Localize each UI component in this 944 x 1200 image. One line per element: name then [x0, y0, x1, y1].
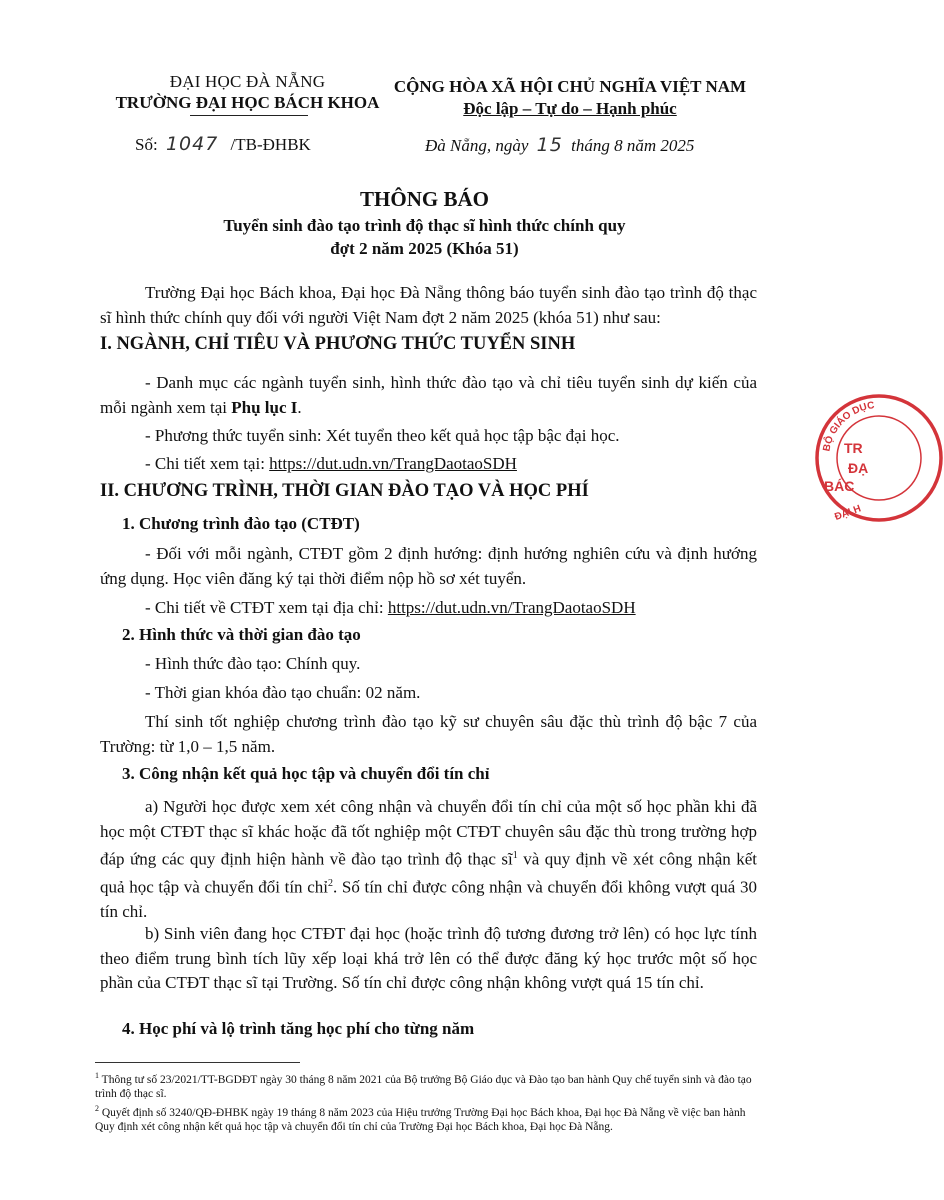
document-number-handwritten: 1047: [165, 133, 219, 155]
document-subtitle-line2: đợt 2 năm 2025 (Khóa 51): [330, 239, 519, 258]
footnote-1: [95, 1069, 760, 1101]
seal-inner-text-2: ĐẠ: [848, 460, 869, 476]
section2-sub2-p3: Thí sinh tốt nghiệp chương trình đào tạo kỹ sư chuyên sâu đặc thù trình độ bậc 7 của Trường: từ 1,0 – 1,5 năm.: [100, 712, 757, 756]
section2-sub3-pa-3: . Số tín chỉ được công nhận và chuyển đổi không vượt quá 30 tín chỉ.: [100, 877, 758, 922]
org-school: [105, 93, 390, 113]
section2-sub4-heading: 4. Học phí và lộ trình tăng học phí cho từng năm: [122, 1019, 475, 1038]
place-date-suffix: tháng 8 năm 2025: [571, 136, 695, 155]
section1-item3-prefix: - Chi tiết xem tại:: [145, 454, 265, 473]
section2-sub3-heading: 3. Công nhận kết quả học tập và chuyển đổi tín chỉ: [122, 764, 490, 783]
footnote-2-text: Quyết định số 3240/QĐ-ĐHBK ngày 19 tháng 8 năm 2023 của Hiệu trưởng Trường Đại học Bách khoa, Đại học Đà Nẵng về việc ban hành Quy định xét công nhận kết quả học tập và chuyển đổi tín chỉ của Trường Đại học Bách khoa, Đại học Đà Nẵng.: [95, 1106, 746, 1133]
section2-sub2-p2: - Thời gian khóa đào tạo chuẩn: 02 năm.: [145, 683, 421, 702]
nation-motto: [390, 99, 750, 119]
section2-sub3-pb: b) Sinh viên đang học CTĐT đại học (hoặc trình độ tương đương trở lên) có học lực tính theo điểm trung bình tích lũy xếp loại khá trở lên có thể được đăng ký học trước một số học phần của CTĐT thạc sĩ tại Trường. Số tín chỉ được công nhận không vượt quá 15 tín chỉ.: [100, 924, 757, 992]
footnote-2: [95, 1102, 760, 1134]
document-number-suffix: /TB-ĐHBK: [230, 135, 311, 154]
footnote-divider: [95, 1062, 300, 1063]
org-school-label: TRƯỜNG ĐẠI HỌC BÁCH KHOA: [115, 93, 380, 112]
document-number-prefix: Số:: [135, 135, 158, 154]
seal-bottom-text: ĐẠI H: [833, 503, 863, 523]
place-date: [425, 134, 694, 156]
section1-item3: [100, 452, 757, 477]
section1-item2: - Phương thức tuyển sinh: Xét tuyển theo kết quả học tập bậc đại học.: [145, 426, 620, 445]
seal-ring-text: BỘ GIÁO DỤC: [821, 400, 876, 453]
seal-outer-ring: [817, 396, 941, 520]
document-title: THÔNG BÁO: [360, 187, 489, 211]
appendix-reference: Phụ lục I: [231, 397, 298, 417]
section1-item1-end: .: [297, 397, 302, 417]
footnote-ref-2[interactable]: 2: [327, 878, 333, 890]
section2-sub2-p1: - Hình thức đào tạo: Chính quy.: [145, 654, 361, 673]
org-parent: ĐẠI HỌC ĐÀ NẴNG: [169, 72, 326, 91]
footnote-2-mark: 2: [95, 1104, 99, 1113]
nation-motto-text: Độc lập – Tự do – Hạnh phúc: [463, 99, 677, 118]
section1-heading: I. NGÀNH, CHỈ TIÊU VÀ PHƯƠNG THỨC TUYỂN SINH: [100, 334, 576, 354]
section2-heading: II. CHƯƠNG TRÌNH, THỜI GIAN ĐÀO TẠO VÀ HỌC PHÍ: [100, 481, 589, 501]
intro-paragraph: Trường Đại học Bách khoa, Đại học Đà Nẵng thông báo tuyển sinh đào tạo trình độ thạc sĩ hình thức chính quy đối với người Việt Nam đợt 2 năm 2025 (khóa 51) như sau:: [100, 283, 757, 327]
footnote-1-text: Thông tư số 23/2021/TT-BGDĐT ngày 30 tháng 8 năm 2021 của Bộ trưởng Bộ Giáo dục và Đào tạo ban hành Quy chế tuyển sinh và đào tạo trình độ thạc sĩ.: [95, 1073, 752, 1100]
place-date-prefix: Đà Nẵng, ngày: [425, 136, 529, 155]
section2-sub2-heading: 2. Hình thức và thời gian đào tạo: [122, 625, 361, 644]
curriculum-link[interactable]: https://dut.udn.vn/TrangDaotaoSDH: [387, 598, 636, 617]
section1-item1-text: - Danh mục các ngành tuyển sinh, hình thức đào tạo và chỉ tiêu tuyển sinh dự kiến của mỗi ngành xem tại: [100, 373, 757, 417]
training-info-link[interactable]: https://dut.udn.vn/TrangDaotaoSDH: [269, 454, 517, 473]
document-number: [135, 132, 311, 157]
official-seal: [814, 393, 944, 523]
footnote-ref-1[interactable]: 1: [512, 850, 518, 861]
section2-sub1-p1: - Đối với mỗi ngành, CTĐT gồm 2 định hướng: định hướng nghiên cứu và định hướng ứng dụng. Học viên đăng ký tại thời điểm nộp hồ sơ xét tuyển.: [100, 544, 757, 588]
nation-title: CỘNG HÒA XÃ HỘI CHỦ NGHĨA VIỆT NAM: [393, 77, 747, 96]
seal-inner-text-1: TR: [844, 440, 863, 456]
section2-sub1-p2: [100, 596, 757, 621]
section2-sub3-pa: [100, 795, 757, 925]
section1-item1: [100, 371, 757, 420]
section2-sub3-pa-2: và quy định về xét công nhận kết quả học tập và chuyển đổi tín chỉ: [100, 849, 757, 897]
org-school-underline: [190, 115, 308, 116]
document-subtitle-line1: Tuyển sinh đào tạo trình độ thạc sĩ hình thức chính quy: [223, 216, 626, 235]
section2-sub3-pa-1: a) Người học được xem xét công nhận và chuyển đổi tín chỉ của một số học phần khi đã học một CTĐT thạc sĩ khác hoặc đã tốt nghiệp một CTĐT chuyên sâu đặc thù trong trường hợp đáp ứng các quy định hiện hành về đào tạo trình độ thạc sĩ: [100, 797, 757, 869]
seal-inner-text-3: BÁC: [824, 478, 855, 494]
footnote-1-mark: 1: [95, 1071, 99, 1080]
section2-sub1-heading: 1. Chương trình đào tạo (CTĐT): [122, 514, 360, 533]
section2-sub1-p2-prefix: - Chi tiết về CTĐT xem tại địa chỉ:: [145, 598, 384, 617]
date-day-handwritten: 15: [536, 134, 563, 156]
